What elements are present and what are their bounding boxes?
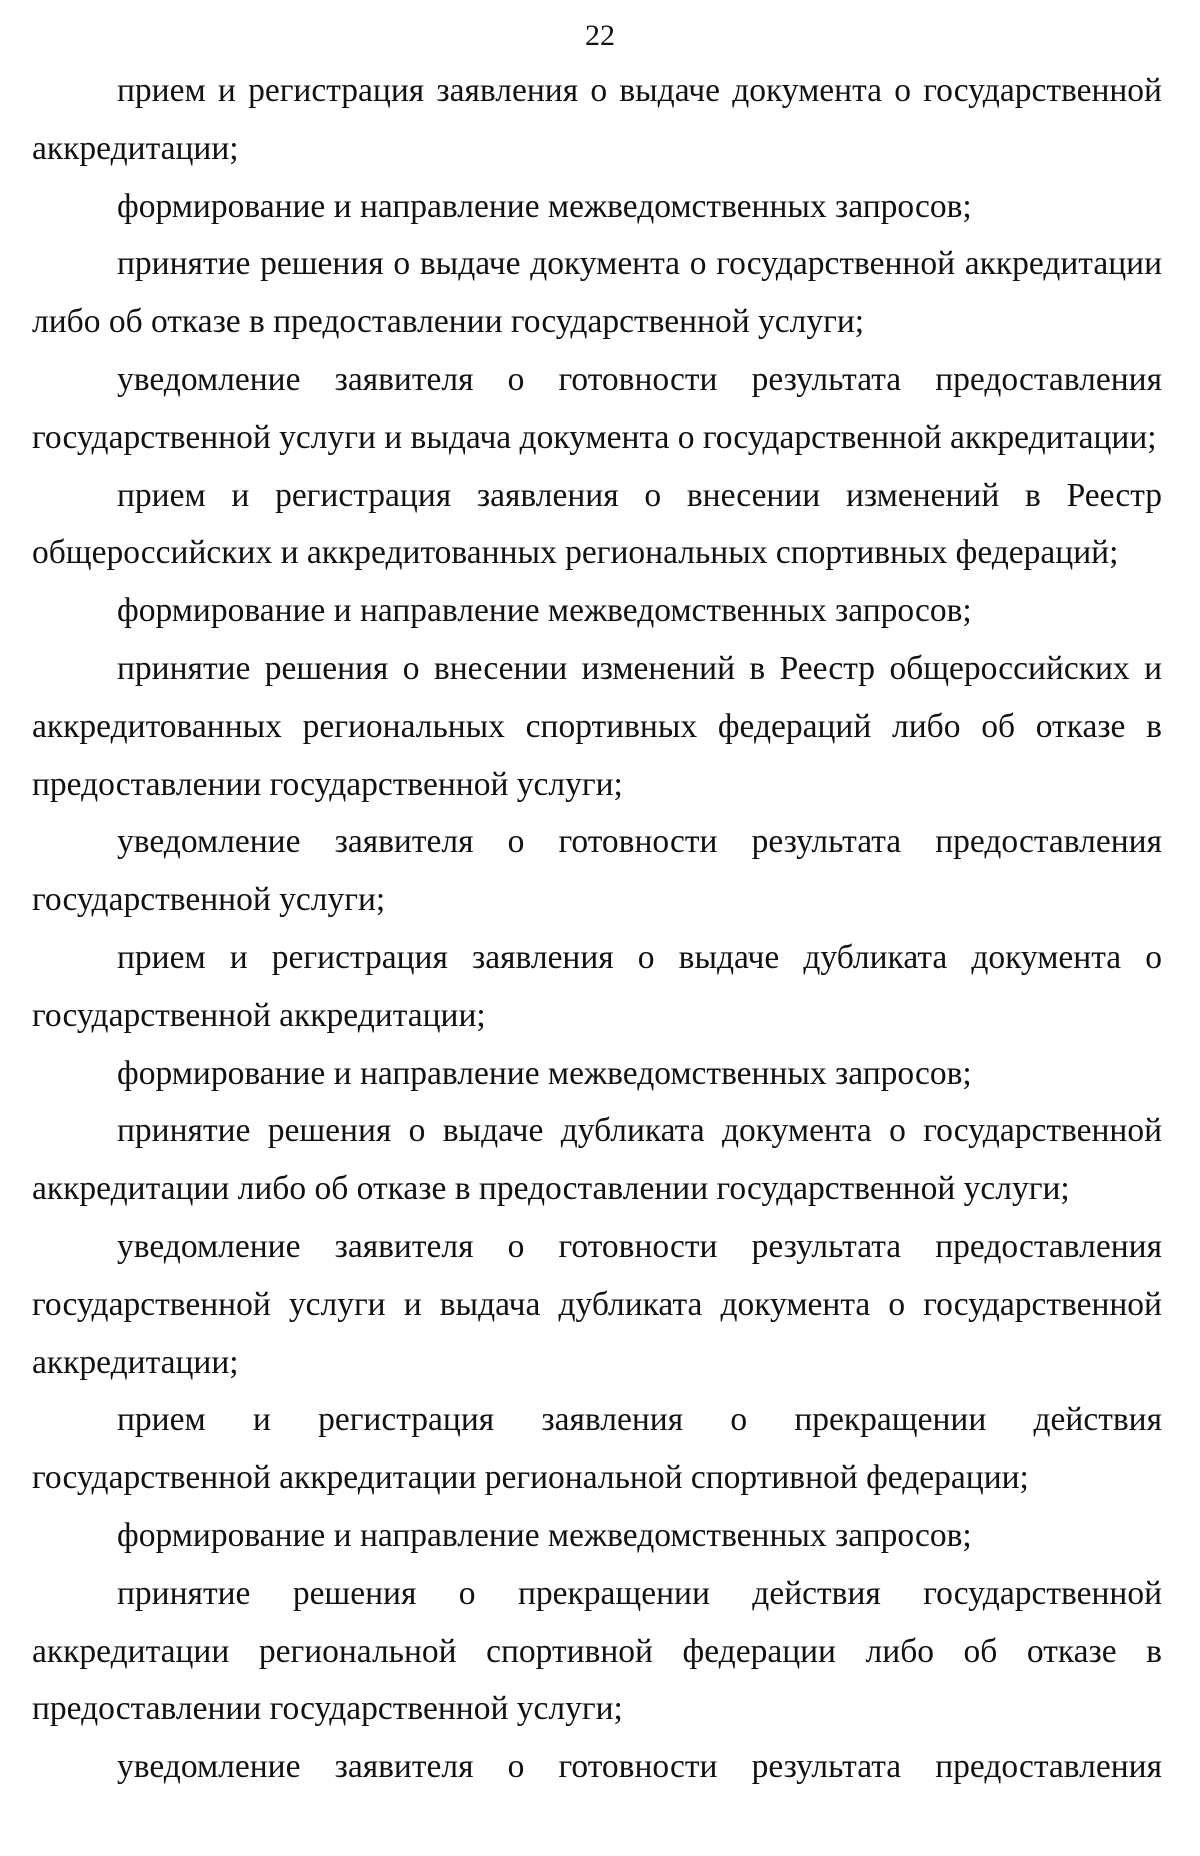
- paragraph: формирование и направление межведомственных запросов;: [117, 1054, 972, 1092]
- paragraph-last-line: уведомление заявителя о готовности результата предоставления: [117, 1748, 1162, 1786]
- paragraph: принятие решения о выдаче документа о государственной аккредитации либо об отказе в предоставлении государственной услуги;: [32, 245, 1162, 341]
- document-body: [32, 62, 1162, 1796]
- paragraph: прием и регистрация заявления о прекращении действия государственной аккредитации региональной спортивной федерации;: [32, 1401, 1162, 1497]
- page-number: 22: [585, 19, 615, 52]
- paragraph: принятие решения о внесении изменений в Реестр общероссийских и аккредитованных региональных спортивных федераций либо об отказе в предоставлении государственной услуги;: [32, 649, 1162, 803]
- paragraph: принятие решения о выдаче дубликата документа о государственной аккредитации либо об отказе в предоставлении государственной услуги;: [32, 1112, 1162, 1208]
- paragraph: прием и регистрация заявления о выдаче дубликата документа о государственной аккредитации;: [32, 938, 1162, 1034]
- paragraph: принятие решения о прекращении действия государственной аккредитации региональной спортивной федерации либо об отказе в предоставлении государственной услуги;: [32, 1574, 1162, 1728]
- paragraph: уведомление заявителя о готовности результата предоставления государственной услуги и выдача документа о государственной аккредитации;: [32, 360, 1162, 456]
- paragraph: формирование и направление межведомственных запросов;: [117, 592, 972, 630]
- paragraph: прием и регистрация заявления о выдаче документа о государственной аккредитации;: [32, 72, 1162, 167]
- paragraph: прием и регистрация заявления о внесении изменений в Реестр общероссийских и аккредитованных региональных спортивных федераций;: [32, 476, 1162, 572]
- paragraph: уведомление заявителя о готовности результата предоставления государственной услуги и выдача дубликата документа о государственной аккредитации;: [32, 1227, 1162, 1381]
- paragraph: формирование и направление межведомственных запросов;: [117, 187, 972, 225]
- paragraph: формирование и направление межведомственных запросов;: [117, 1516, 972, 1554]
- paragraph: уведомление заявителя о готовности результата предоставления государственной услуги;: [32, 823, 1162, 919]
